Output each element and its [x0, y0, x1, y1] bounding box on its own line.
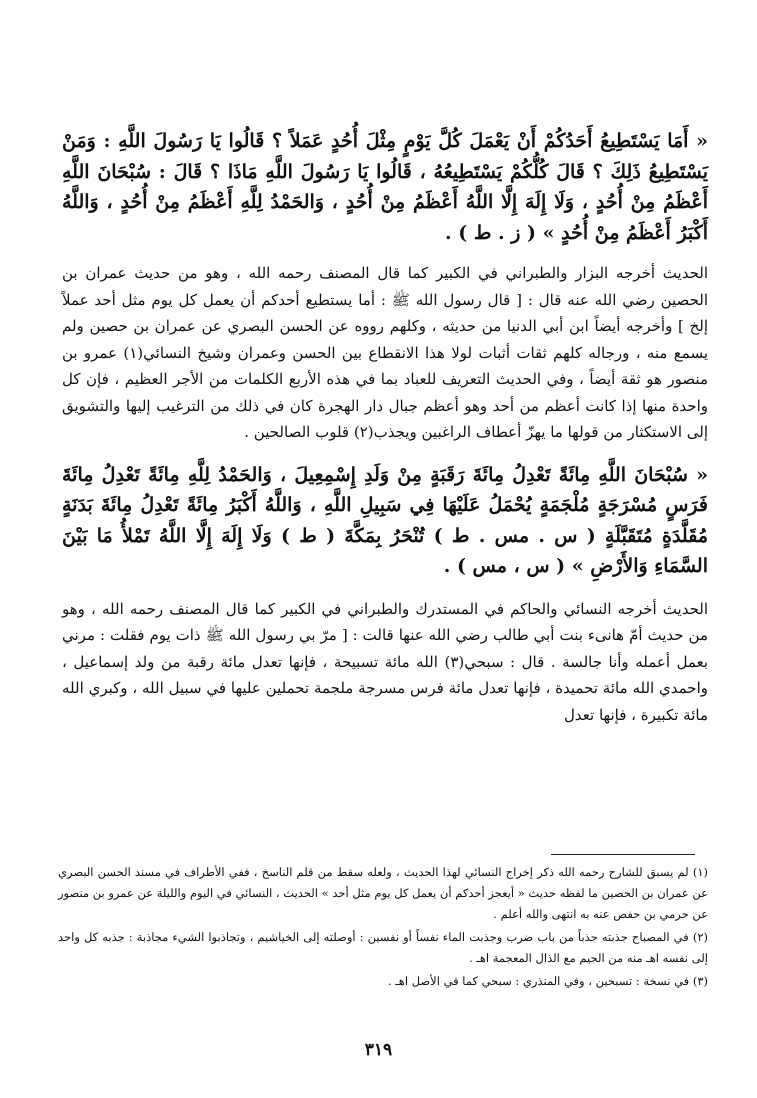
footnote-2: (٢) في المصباح جذبته جذباً من باب ضرب وجذبت الماء نفساً أو نفسين : أوصلته إلى الخياشيم ، وتجاذبوا الشيء مجاذبة : جذبه كل واحد إلى نفسه اهـ منه من الجيم مع الذال المعجمة اهـ .: [58, 930, 708, 965]
page-number: ٣١٩: [364, 1040, 393, 1060]
commentary-paragraph-1: الحديث أخرجه البزار والطبراني في الكبير كما قال المصنف رحمه الله ، وهو من حديث عمران بن الحصين رضي الله عنه قال : [ قال رسول الله ﷺ : أما يستطيع أحدكم أن يعمل كل يوم مثل أحد عملاً إلخ ] وأخرجه أيضاً ابن أبي الدنيا من حديثه ، وكلهم رووه عن الحسن البصري عن عمران بن حصين ولم يسمع منه ، ورجاله كلهم ثقات أثبات لولا هذا الانقطاع بين الحسن وعمران وشيخ النسائي(١) عمرو بن منصور هو ثقة أيضاً ، وفي الحديث التعريف للعباد بما في هذه الأربع الكلمات من الأجر العظيم ، فإن كل واحدة منها إذا كانت أعظم من أحد وهو أعظم جبال دار الهجرة كان في ذلك من الترغيب إليها والتشويق إلى الاستكثار من قولها ما يهزّ أعطاف الراغبين ويجذب(٢) قلوب الصالحين .: [62, 264, 708, 441]
footnote-3: (٣) في نسخة : تسبحين ، وفي المنذري : سبحي كما في الأصل اهـ .: [388, 974, 708, 988]
footnote-1: (١) لم يسبق للشارح رحمه الله ذكر إخراج النسائي لهذا الحديث ، ولعله سقط من قلم الناسخ ، ففي الأطراف في مسند الحسن البصري عن عمران بن الحصين ما لفظه حديث « أيعجز أحدكم أن يعمل كل يوم مثل أحد » الحديث ، النسائي في اليوم والليلة عن عمرو بن منصور عن حرمي بن حفص عنه به انتهى والله أعلم .: [58, 865, 709, 921]
commentary-paragraph-2: الحديث أخرجه النسائي والحاكم في المستدرك والطبراني في الكبير كما قال المصنف رحمه الله ، وهو من حديث أمّ هانىء بنت أبي طالب رضي الله عنها قالت : [ مرّ بي رسول الله ﷺ ذات يوم فقلت : مرني بعمل أعمله وأنا جالسة . قال : سبحي(٣) الله مائة تسبيحة ، فإنها تعدل مائة رقبة من ولد إسماعيل ، واحمدي الله مائة تحميدة ، فإنها تعدل مائة فرس مسرجة ملجمة تحملين عليها في سبيل الله ، وكبري الله مائة تكبيرة ، فإنها تعدل: [62, 599, 709, 724]
main-text-block: [62, 120, 708, 728]
hadith-quote-2: « سُبْحَانَ اللَّهِ مِائَةً تَعْدِلُ مِائَةَ رَقَبَةٍ مِنْ وَلَدِ إِسْمِعِيلَ ، وَالحَمْدُ لِلَّهِ مِائَةً تَعْدِلُ مِائَةَ فَرَسٍ مُسْرَجَةٍ مُلْجَمَةٍ يُحْمَلُ عَلَيْهَا فِي سَبِيلِ اللَّهِ ، وَاللَّهُ أَكْبَرُ مِائَةً تَعْدِلُ مِائَةَ بَدَنَةٍ مُقَلَّدَةٍ مُتَقَبَّلَةٍ ( س . مس . ط ) تُنْحَرُ بِمَكَّةَ ( ط ) وَلَا إِلَهَ إِلَّا اللَّهُ تَمْلأُ مَا بَيْنَ السَّمَاءِ وَالأَرْضِ » ( س ، مس ) .: [62, 463, 708, 577]
footnotes-section: [58, 862, 708, 994]
footnote-divider: [551, 854, 695, 855]
hadith-quote-1: « أَمَا يَسْتَطِيعُ أَحَدُكُمْ أَنْ يَعْمَلَ كُلَّ يَوْمٍ مِثْلَ أُحُدٍ عَمَلاً ؟ قَالُوا يَا رَسُولَ اللَّهِ : وَمَنْ يَسْتَطِيعُ ذَلِكَ ؟ قَالَ كُلُّكُمْ يَسْتَطِيعُهُ ، قَالُوا يَا رَسُولَ اللَّهِ مَاذَا ؟ قَالَ : سُبْحَانَ اللَّهِ أَعْظَمُ مِنْ أُحُدٍ ، وَلَا إِلَهَ إِلَّا اللَّهُ أَعْظَمُ مِنْ أُحُدٍ ، وَالحَمْدُ لِلَّهِ أَعْظَمُ مِنْ أُحُدٍ ، وَاللَّهُ أَكْبَرُ أَعْظَمُ مِنْ أُحُدٍ » ( ز . ط ) .: [62, 130, 708, 244]
